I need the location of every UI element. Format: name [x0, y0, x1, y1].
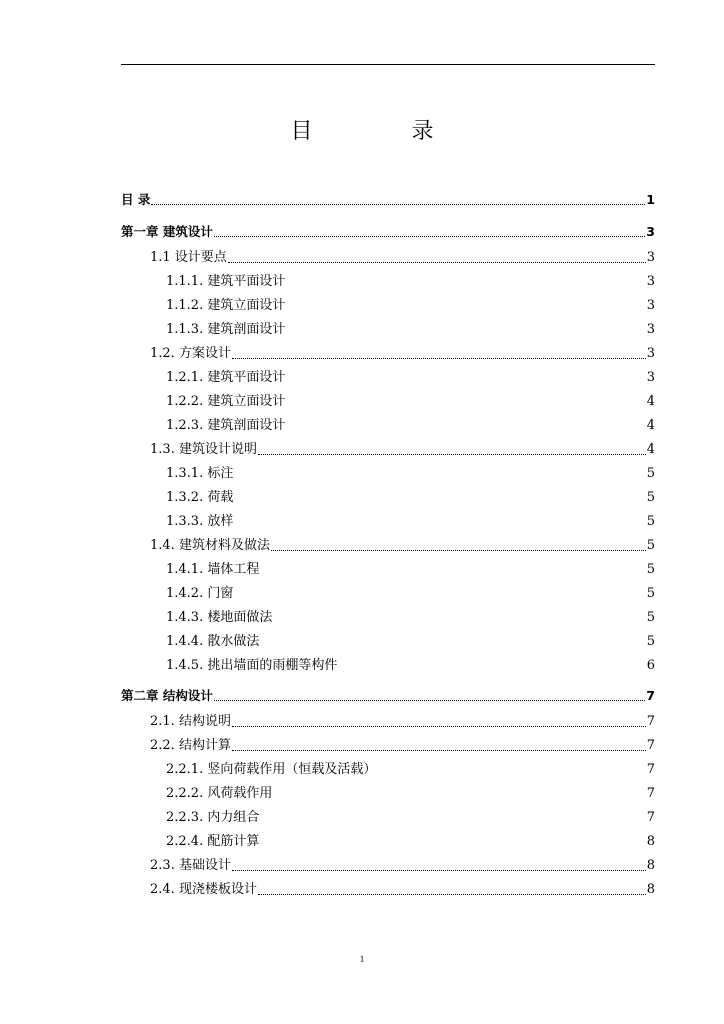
toc-entry-label: 2.1. 结构说明 — [150, 714, 231, 729]
toc-entry[interactable] — [121, 386, 655, 410]
toc-leader-dots — [271, 550, 646, 551]
toc-entry-label: 1.4.1. 墙体工程 — [166, 562, 260, 577]
toc-entry-page: 8 — [646, 834, 655, 849]
toc-entry-page: 3 — [646, 274, 655, 289]
toc-entry-label: 2.3. 基础设计 — [150, 858, 231, 873]
toc-entry[interactable] — [121, 482, 655, 506]
toc-entry-label: 1.2.3. 建筑剖面设计 — [166, 418, 286, 433]
toc-entry[interactable] — [121, 530, 655, 554]
toc-entry-label: 1.1.3. 建筑剖面设计 — [166, 322, 286, 337]
toc-entry[interactable] — [121, 458, 655, 482]
toc-entry-page: 3 — [646, 322, 655, 337]
toc-entry-page: 3 — [646, 224, 655, 239]
toc-entry-label: 1.4.3. 楼地面做法 — [166, 610, 273, 625]
toc-entry-page: 7 — [646, 738, 655, 753]
toc-entry-page: 7 — [646, 786, 655, 801]
toc-entry-label: 1.3.2. 荷载 — [166, 490, 234, 505]
toc-entry-page: 5 — [646, 538, 655, 553]
toc-leader-dots — [232, 750, 646, 751]
toc-entry-page: 3 — [646, 250, 655, 265]
header-rule — [121, 64, 655, 65]
toc-entry-label: 2.2.1. 竖向荷载作用（恒载及活载） — [166, 762, 377, 777]
toc-entry-label: 1.4.5. 挑出墙面的雨棚等构件 — [166, 658, 338, 673]
toc-entry-label: 2.2.2. 风荷载作用 — [166, 786, 273, 801]
toc-leader-dots — [151, 204, 645, 205]
toc-entry-label: 1.4. 建筑材料及做法 — [150, 538, 270, 553]
toc-entry-page: 1 — [646, 192, 655, 207]
page-title: 目 录 — [290, 119, 480, 144]
toc-entry-page: 5 — [646, 562, 655, 577]
toc-entry[interactable] — [121, 410, 655, 434]
toc-entry[interactable] — [121, 626, 655, 650]
toc-leader-dots — [258, 454, 646, 455]
toc-entry[interactable] — [121, 674, 655, 706]
toc-entry-page: 7 — [646, 688, 655, 703]
toc-entry-page: 5 — [646, 490, 655, 505]
toc-entry[interactable] — [121, 338, 655, 362]
toc-entry-label: 2.2.4. 配筋计算 — [166, 834, 260, 849]
toc-entry[interactable] — [121, 266, 655, 290]
toc-entry[interactable] — [121, 730, 655, 754]
toc-entry[interactable] — [121, 826, 655, 850]
toc-entry[interactable] — [121, 506, 655, 530]
toc-leader-dots — [232, 726, 646, 727]
toc-entry-label: 1.1 设计要点 — [150, 250, 227, 265]
toc-leader-dots — [232, 358, 646, 359]
table-of-contents — [121, 178, 655, 898]
toc-entry[interactable] — [121, 850, 655, 874]
toc-entry-page: 8 — [646, 882, 655, 897]
toc-entry-label: 1.2.2. 建筑立面设计 — [166, 394, 286, 409]
toc-entry-label: 目 录 — [121, 192, 151, 207]
toc-entry-page: 4 — [646, 442, 655, 457]
toc-entry[interactable] — [121, 874, 655, 898]
toc-entry-page: 5 — [646, 586, 655, 601]
toc-entry[interactable] — [121, 754, 655, 778]
toc-entry[interactable] — [121, 210, 655, 242]
toc-entry-label: 第二章 结构设计 — [121, 688, 213, 703]
toc-entry[interactable] — [121, 314, 655, 338]
toc-entry-label: 1.3.1. 标注 — [166, 466, 234, 481]
toc-entry[interactable] — [121, 554, 655, 578]
toc-leader-dots — [258, 894, 646, 895]
toc-entry-page: 5 — [646, 634, 655, 649]
toc-entry-label: 1.1.1. 建筑平面设计 — [166, 274, 286, 289]
toc-entry-page: 3 — [646, 298, 655, 313]
toc-entry-label: 1.4.4. 散水做法 — [166, 634, 260, 649]
toc-entry-page: 3 — [646, 346, 655, 361]
toc-entry[interactable] — [121, 578, 655, 602]
toc-entry-page: 5 — [646, 466, 655, 481]
toc-entry-page: 3 — [646, 370, 655, 385]
toc-leader-dots — [228, 262, 646, 263]
toc-entry-label: 1.2.1. 建筑平面设计 — [166, 370, 286, 385]
toc-entry-page: 5 — [646, 514, 655, 529]
toc-entry-label: 1.1.2. 建筑立面设计 — [166, 298, 286, 313]
toc-entry[interactable] — [121, 178, 655, 210]
toc-entry-page: 6 — [646, 658, 655, 673]
toc-leader-dots — [214, 236, 645, 237]
toc-entry[interactable] — [121, 802, 655, 826]
toc-entry[interactable] — [121, 602, 655, 626]
toc-entry-label: 1.3.3. 放样 — [166, 514, 234, 529]
toc-entry-label: 第一章 建筑设计 — [121, 224, 213, 239]
toc-entry[interactable] — [121, 290, 655, 314]
toc-entry[interactable] — [121, 778, 655, 802]
toc-entry-label: 2.2.3. 内力组合 — [166, 810, 260, 825]
toc-entry-page: 7 — [646, 762, 655, 777]
toc-entry[interactable] — [121, 242, 655, 266]
toc-entry[interactable] — [121, 434, 655, 458]
toc-entry-label: 1.4.2. 门窗 — [166, 586, 234, 601]
toc-entry-page: 5 — [646, 610, 655, 625]
toc-entry-page: 7 — [646, 714, 655, 729]
toc-entry-page: 8 — [646, 858, 655, 873]
page-number: 1 — [359, 954, 365, 964]
toc-entry[interactable] — [121, 706, 655, 730]
toc-entry-label: 2.2. 结构计算 — [150, 738, 231, 753]
toc-entry[interactable] — [121, 650, 655, 674]
toc-entry-page: 7 — [646, 810, 655, 825]
toc-leader-dots — [232, 870, 646, 871]
toc-entry[interactable] — [121, 362, 655, 386]
toc-entry-page: 4 — [646, 394, 655, 409]
toc-entry-label: 1.2. 方案设计 — [150, 346, 231, 361]
toc-entry-page: 4 — [646, 418, 655, 433]
toc-entry-label: 1.3. 建筑设计说明 — [150, 442, 257, 457]
toc-leader-dots — [214, 700, 645, 701]
toc-entry-label: 2.4. 现浇楼板设计 — [150, 882, 257, 897]
